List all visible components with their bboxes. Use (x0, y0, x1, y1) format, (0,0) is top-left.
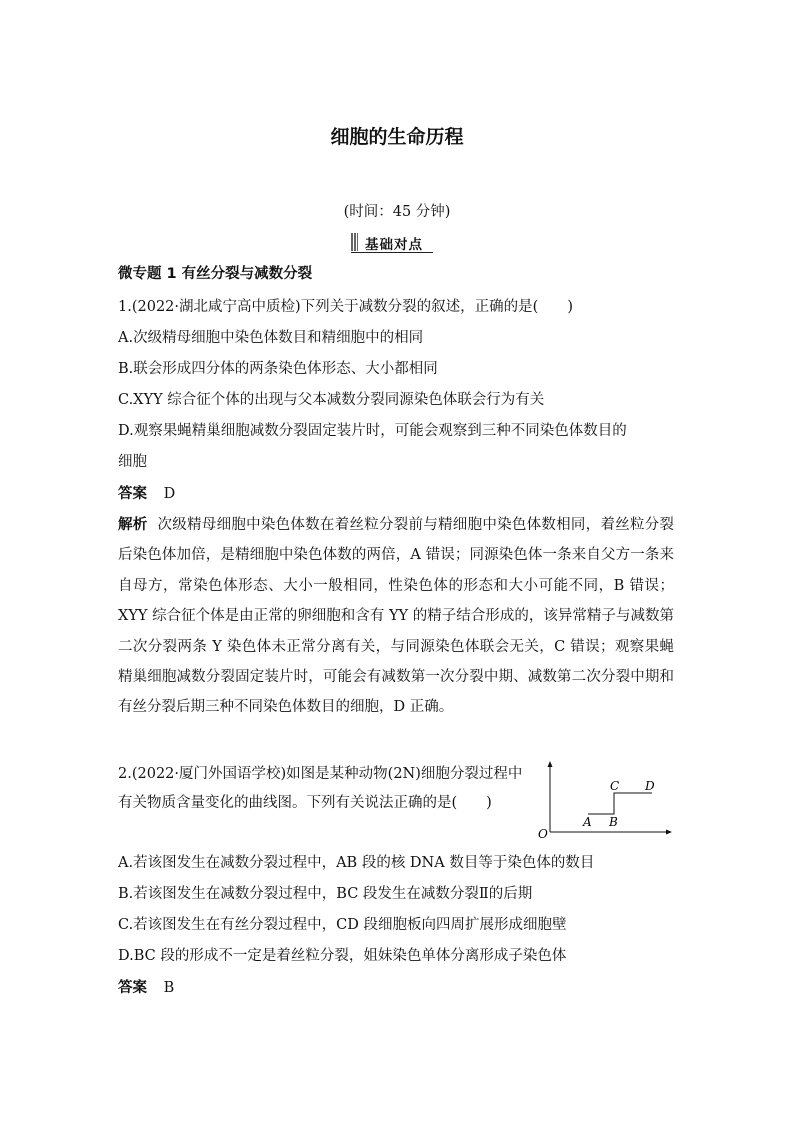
q1-stem: 1.(2022·湖北咸宁高中质检)下列关于减数分裂的叙述，正确的是( ) (118, 299, 573, 315)
q1-answer (118, 482, 175, 503)
graph-label-a: A (583, 815, 592, 829)
graph-label-d: D (645, 779, 655, 793)
banner-title: 基础对点 (365, 237, 423, 253)
page-title: 细胞的生命历程 (330, 126, 464, 148)
q2-option-d: D.BC 段的形成不一定是着丝粒分裂，姐妹染色单体分离形成子染色体 (118, 948, 567, 964)
q1-option-a: A.次级精母细胞中染色体数目和精细胞中的相同 (118, 330, 424, 346)
q1-option-b: B.联会形成四分体的两条染色体形态、大小都相同 (118, 361, 438, 377)
q1-analysis (118, 510, 674, 723)
analysis-label: 解析 (118, 517, 148, 533)
q1-option-c: C.XYY 综合征个体的出现与父本减数分裂同源染色体联会行为有关 (118, 392, 545, 408)
graph-y-arrow (548, 761, 553, 767)
graph-label-origin: O (538, 827, 548, 841)
answer-value: B (163, 980, 175, 996)
q1-option-d: D.观察果蝇精巢细胞减数分裂固定装片时，可能会观察到三种不同染色体数目的 (118, 423, 627, 439)
section-heading: 微专题 1 有丝分裂与减数分裂 (118, 266, 313, 282)
time-limit: (时间：45 分钟) (343, 204, 451, 220)
answer-value: D (163, 486, 176, 502)
q2-graph (538, 760, 678, 842)
graph-x-arrow (666, 830, 672, 835)
analysis-text: 次级精母细胞中染色体数在着丝粒分裂前与精细胞中染色体数相同，着丝粒分裂后染色体加倍，是精细胞中染色体数的两倍，A 错误；同源染色体一条来自父方一条来自母方，常染色体形态、大小一般相同，性染色体的形态和大小可能不同，B 错误；XYY 综合征个体是由正常的卵细胞和含有 YY 的精子结合形成的，该异常精子与减数第二次分裂两条 Y 染色体未正常分离有关，与同源染色体联会无关，C 错误；观察果蝇精巢细胞减数分裂固定装片时，可能会有减数第一次分裂中期、减数第二次分裂中期和有丝分裂后期三种不同染色体数目的细胞，D 正确。 (118, 517, 675, 716)
q2-option-b: B.若该图发生在减数分裂过程中，BC 段发生在减数分裂Ⅱ的后期 (118, 886, 533, 902)
answer-label: 答案 (118, 980, 147, 996)
graph-curve (588, 793, 652, 814)
q2-answer (118, 976, 174, 997)
graph-label-b: B (609, 815, 618, 829)
q1-option-d-cont: 细胞 (118, 454, 147, 470)
section-banner (351, 232, 433, 253)
q2-stem: 2.(2022·厦门外国语学校)如图是某种动物(2N)细胞分裂过程中有关物质含量变化的曲线图。下列有关说法正确的是( ) (118, 766, 523, 811)
q2-option-a: A.若该图发生在减数分裂过程中，AB 段的核 DNA 数目等于染色体的数目 (118, 855, 595, 871)
answer-label: 答案 (118, 486, 147, 502)
banner-bars-decoration (351, 233, 358, 251)
q2-option-c: C.若该图发生在有丝分裂过程中，CD 段细胞板向四周扩展形成细胞壁 (118, 917, 567, 933)
graph-label-c: C (610, 779, 620, 793)
